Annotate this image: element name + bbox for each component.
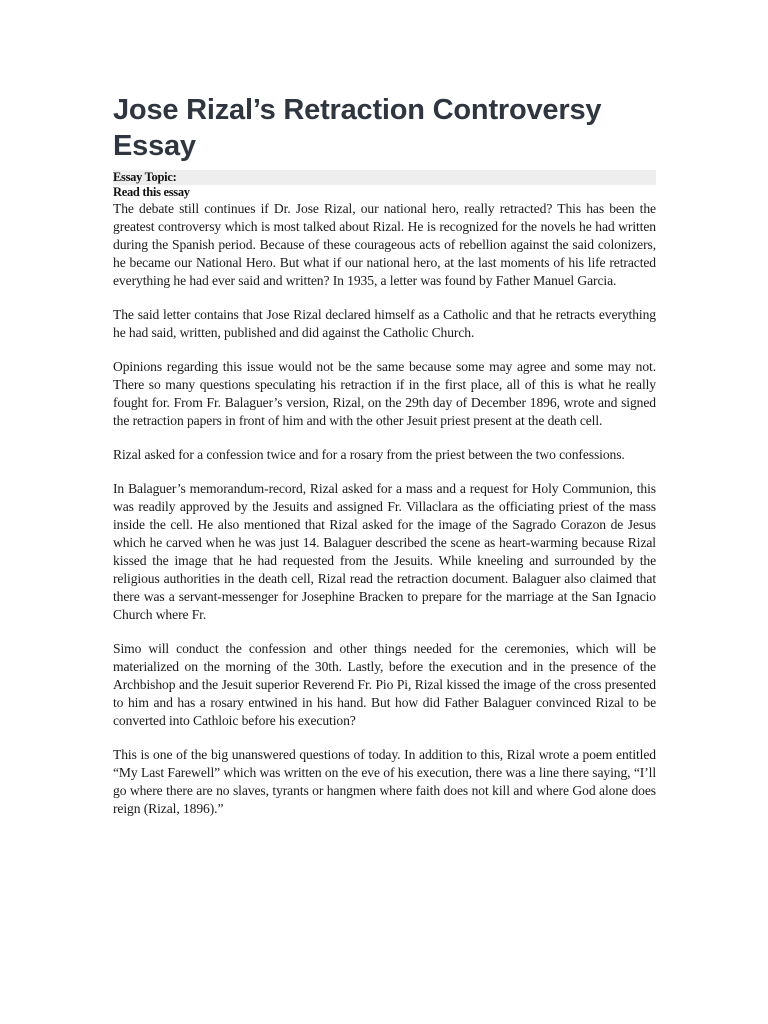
page-title: Jose Rizal’s Retraction Controversy Essay — [113, 94, 602, 162]
essay-paragraph: This is one of the big unanswered questions of today. In addition to this, Rizal wrote a poem entitled “My Last Farewell” which was written on the eve of his execution, there was a line there saying, “I’ll go where there are no slaves, tyrants or hangmen where faith does not kill and where God alone does reign (Rizal, 1896).” — [113, 747, 656, 816]
essay-paragraph: Opinions regarding this issue would not be the same because some may agree and some may not. There so many questions speculating his retraction if in the first place, all of this is what he really fought for. From Fr. Balaguer’s version, Rizal, on the 29th day of December 1896, wrote and signed the retraction papers in front of him and with the other Jesuit priest present at the death cell. — [113, 359, 656, 428]
essay-topic-bar — [113, 170, 656, 185]
document-page — [113, 92, 656, 834]
essay-paragraph: Simo will conduct the confession and other things needed for the ceremonies, which will be materialized on the morning of the 30th. Lastly, before the execution and in the presence of the Archbishop and the Jesuit superior Reverend Fr. Pio Pi, Rizal kissed the image of the cross presented to him and has a rosary entwined in his hand. But how did Father Balaguer convinced Rizal to be converted into Cathloic before his execution? — [113, 641, 656, 728]
read-this-essay-label: Read this essay — [113, 185, 190, 199]
essay-paragraph: Rizal asked for a confession twice and for a rosary from the priest between the two confessions. — [113, 447, 625, 462]
essay-paragraph: The debate still continues if Dr. Jose Rizal, our national hero, really retracted? This has been the greatest controversy which is most talked about Rizal. He is recognized for the novels he had written during the Spanish period. Because of these courageous acts of rebellion against the said colonizers, he became our National Hero. But what if our national hero, at the last moments of his life retracted everything he had ever said and written? In 1935, a letter was found by Father Manuel Garcia. — [113, 201, 656, 288]
essay-paragraph: In Balaguer’s memorandum-record, Rizal asked for a mass and a request for Holy Communion, this was readily approved by the Jesuits and assigned Fr. Villaclara as the officiating priest of the mass inside the cell. He also mentioned that Rizal asked for the image of the Sagrado Corazon de Jesus which he carved when he was just 14. Balaguer described the scene as heart-warming because Rizal kissed the image that he had requested from the Jesuits. While kneeling and surrounded by the religious authorities in the death cell, Rizal read the retraction document. Balaguer also claimed that there was a servant-messenger for Josephine Bracken to prepare for the marriage at the San Ignacio Church where Fr. — [113, 481, 656, 622]
essay-topic-label: Essay Topic: — [113, 170, 177, 184]
essay-paragraph: The said letter contains that Jose Rizal declared himself as a Catholic and that he retracts everything he had said, written, published and did against the Catholic Church. — [113, 307, 656, 340]
essay-body — [113, 200, 656, 818]
